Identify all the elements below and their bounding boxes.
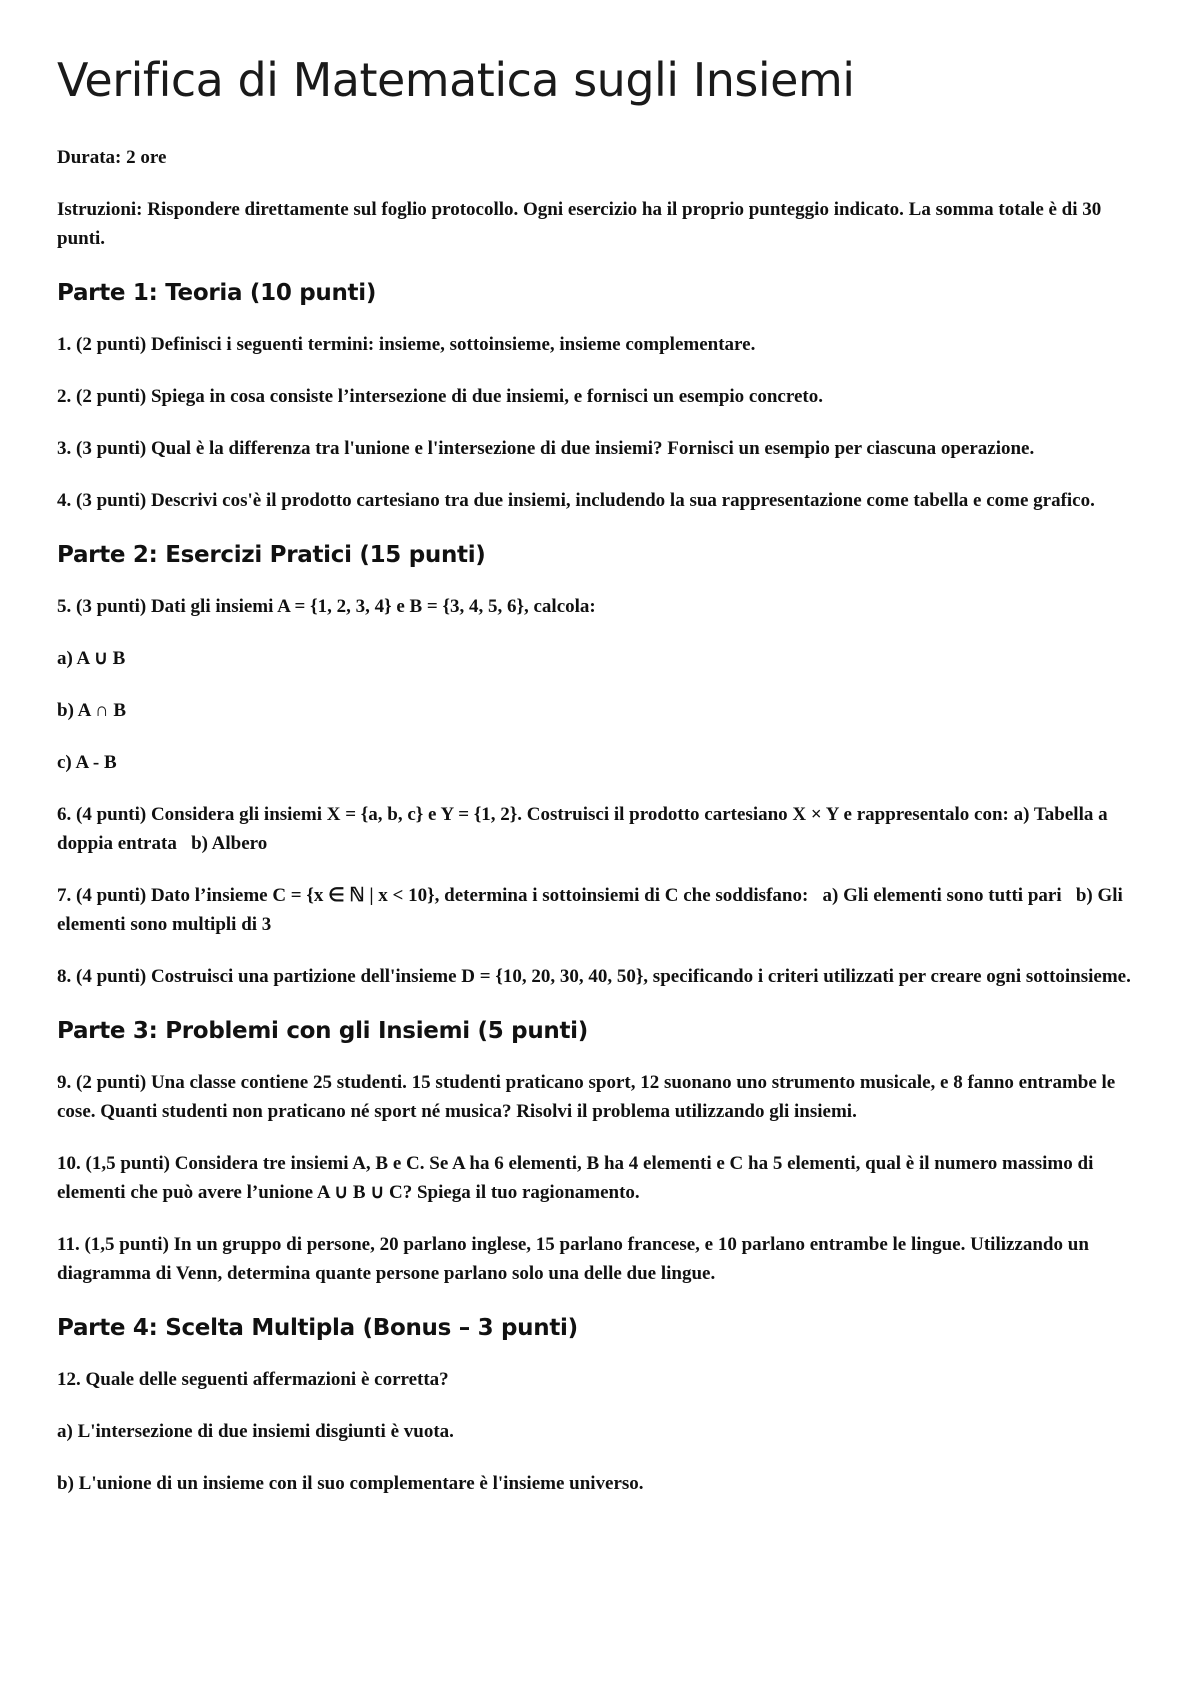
section-title-part-4: Parte 4: Scelta Multipla (Bonus – 3 punti) [57, 1314, 578, 1341]
question-9: 9. (2 punti) Una classe contiene 25 studenti. 15 studenti praticano sport, 12 suonano uno strumento musicale, e 8 fanno entrambe le cose. Quanti studenti non praticano né sport né musica? Risolvi il problema utilizzando gli insiemi. [57, 1071, 1116, 1122]
exam-duration: Durata: 2 ore [57, 146, 167, 168]
section-title-part-1: Parte 1: Teoria (10 punti) [57, 279, 377, 306]
document-title: Verifica di Matematica sugli Insiemi [57, 53, 855, 107]
question-6: 6. (4 punti) Considera gli insiemi X = {a, b, c} e Y = {1, 2}. Costruisci il prodotto cartesiano X × Y e rappresentalo con: a) Tabella a doppia entrata b) Albero [57, 803, 1113, 854]
question-5-option-b: b) A ∩ B [57, 699, 127, 721]
question-11: 11. (1,5 punti) In un gruppo di persone, 20 parlano inglese, 15 parlano francese, e 10 parlano entrambe le lingue. Utilizzando un diagramma di Venn, determina quante persone parlano solo una delle due lingue. [57, 1233, 1089, 1284]
question-8: 8. (4 punti) Costruisci una partizione dell'insieme D = {10, 20, 30, 40, 50}, specificando i criteri utilizzati per creare ogni sottoinsieme. [57, 965, 1131, 987]
question-5-option-a: a) A ∪ B [57, 647, 126, 669]
question-3: 3. (3 punti) Qual è la differenza tra l'unione e l'intersezione di due insiemi? Fornisci un esempio per ciascuna operazione. [57, 437, 1035, 459]
exam-instructions: Istruzioni: Rispondere direttamente sul foglio protocollo. Ogni esercizio ha il proprio punteggio indicato. La somma totale è di 30 punti. [57, 198, 1102, 249]
question-2: 2. (2 punti) Spiega in cosa consiste l’intersezione di due insiemi, e fornisci un esempio concreto. [57, 385, 823, 407]
section-part-2 [57, 540, 1147, 991]
question-5-option-c: c) A - B [57, 751, 117, 773]
document-page [57, 54, 1147, 1521]
section-part-3 [57, 1016, 1147, 1288]
question-4: 4. (3 punti) Descrivi cos'è il prodotto cartesiano tra due insiemi, includendo la sua rappresentazione come tabella e come grafico. [57, 489, 1095, 511]
question-7: 7. (4 punti) Dato l’insieme C = {x ∈ ℕ | x < 10}, determina i sottoinsiemi di C che soddisfano: a) Gli elementi sono tutti pari b) Gli elementi sono multipli di 3 [57, 884, 1128, 935]
section-part-1 [57, 278, 1147, 515]
section-title-part-2: Parte 2: Esercizi Pratici (15 punti) [57, 541, 486, 568]
section-title-part-3: Parte 3: Problemi con gli Insiemi (5 punti) [57, 1017, 588, 1044]
question-12-option-a: a) L'intersezione di due insiemi disgiunti è vuota. [57, 1420, 454, 1442]
question-5: 5. (3 punti) Dati gli insiemi A = {1, 2, 3, 4} e B = {3, 4, 5, 6}, calcola: [57, 595, 596, 617]
question-1: 1. (2 punti) Definisci i seguenti termini: insieme, sottoinsieme, insieme complementare. [57, 333, 756, 355]
question-12-option-b: b) L'unione di un insieme con il suo complementare è l'insieme universo. [57, 1472, 644, 1494]
question-12: 12. Quale delle seguenti affermazioni è corretta? [57, 1368, 449, 1390]
section-part-4 [57, 1313, 1147, 1498]
question-10: 10. (1,5 punti) Considera tre insiemi A, B e C. Se A ha 6 elementi, B ha 4 elementi e C ha 5 elementi, qual è il numero massimo di elementi che può avere l’unione A ∪ B ∪ C? Spiega il tuo ragionamento. [57, 1152, 1094, 1203]
